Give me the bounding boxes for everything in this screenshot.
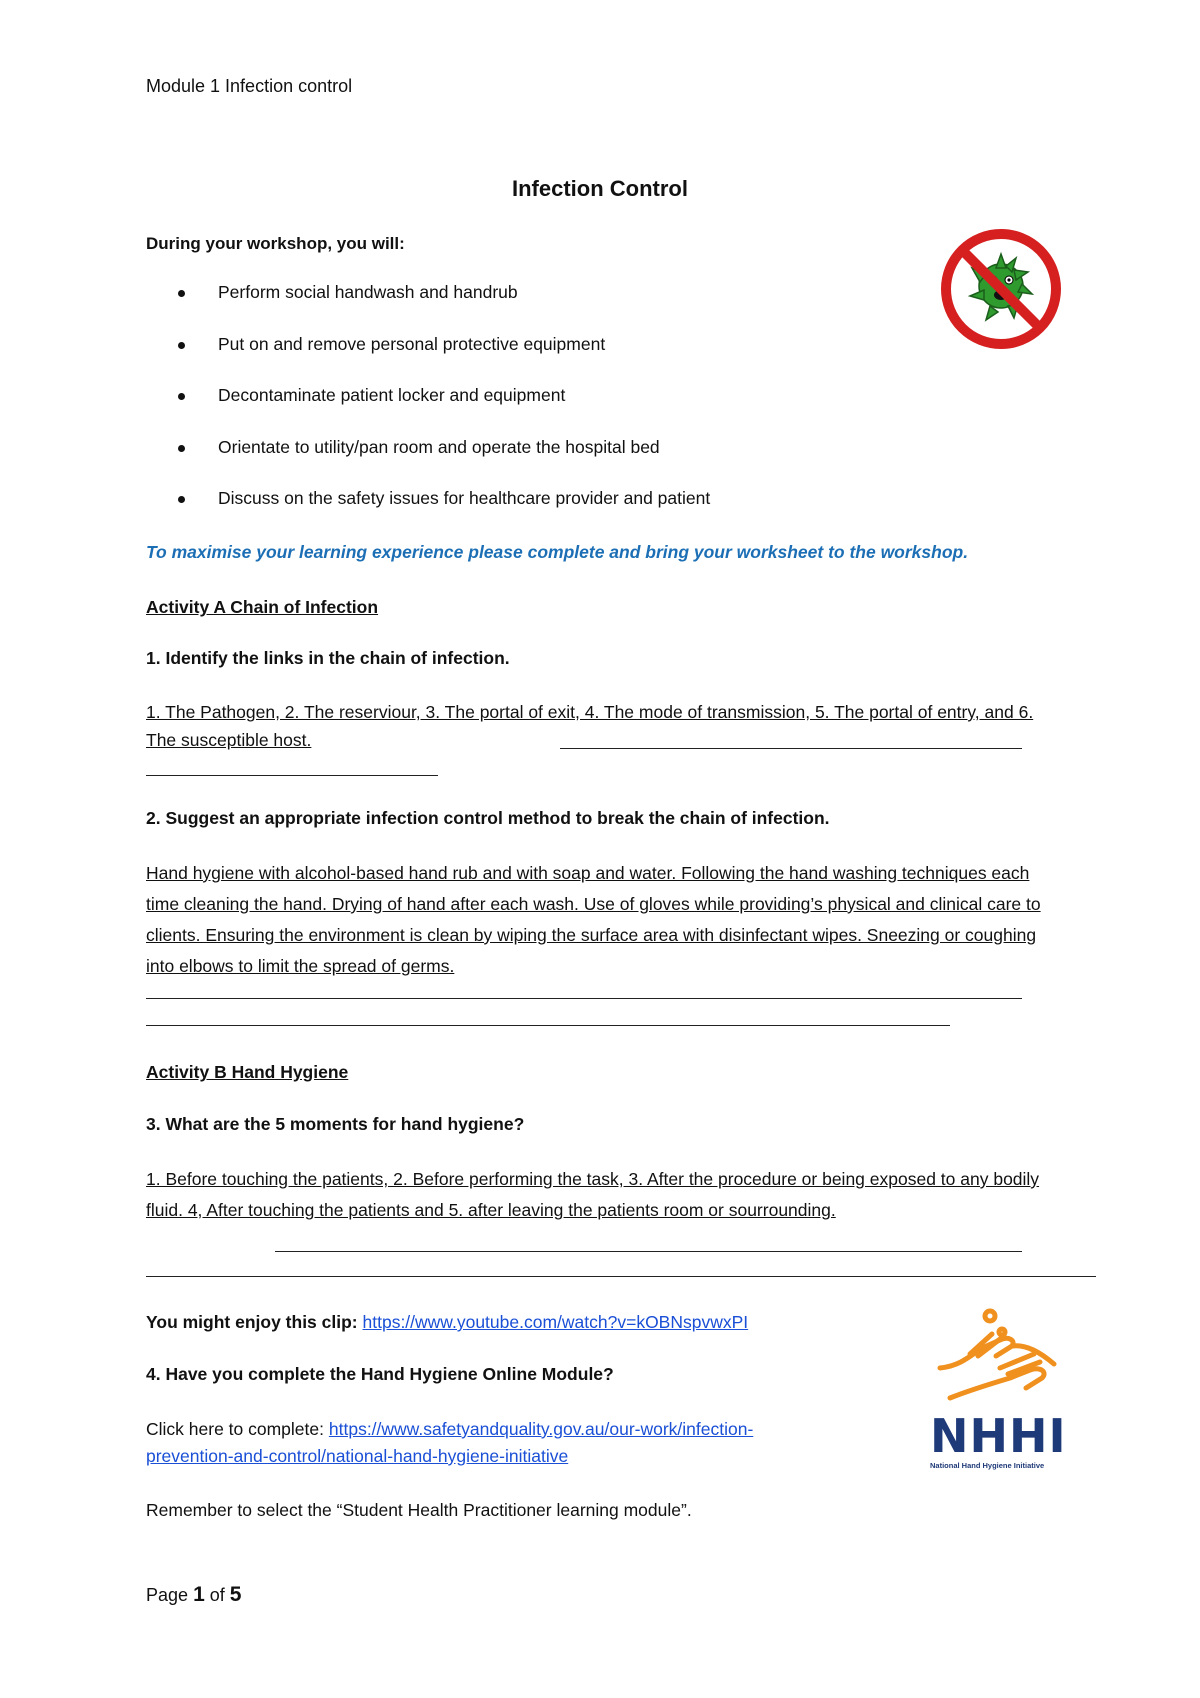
clip-line [146, 1312, 748, 1333]
question-4: 4. Have you complete the Hand Hygiene Online Module? [146, 1364, 614, 1384]
nhhi-wordmark: NHHI [930, 1409, 1067, 1463]
reminder-text: Remember to select the “Student Health Practitioner learning module”. [146, 1500, 692, 1520]
answer-2-text: Hand hygiene with alcohol-based hand rub and with soap and water. Following the hand washing techniques each time cleaning the hand. Drying of hand after each wash. Use of gloves while providing’s physical and clinical care to clients. Ensuring the environment is clean by wiping the surface area with disinfectant wipes. Sneezing or coughing into elbows to limit the spread of germs. [146, 863, 1041, 976]
answer-rule [146, 998, 1022, 999]
answer-1 [146, 698, 1056, 754]
list-item: Put on and remove personal protective equipment [178, 334, 710, 386]
hands-icon [930, 1306, 1070, 1406]
complete-label: Click here to complete: [146, 1419, 324, 1439]
answer-rule [146, 775, 438, 776]
clip-link[interactable]: https://www.youtube.com/watch?v=kOBNspvwxPI [362, 1312, 749, 1332]
question-3: 3. What are the 5 moments for hand hygiene? [146, 1114, 525, 1134]
question-1: 1. Identify the links in the chain of infection. [146, 648, 510, 668]
page-number [146, 1583, 241, 1607]
complete-link-part-2[interactable]: prevention-and-control/national-hand-hygiene-initiative [146, 1446, 569, 1466]
list-item: Decontaminate patient locker and equipment [178, 385, 710, 437]
page-current: 1 [193, 1583, 205, 1606]
clip-label: You might enjoy this clip: [146, 1312, 358, 1332]
section-divider [146, 1276, 1096, 1277]
nhhi-tagline: National Hand Hygiene Initiative [930, 1461, 1045, 1470]
answer-1-text: 1. The Pathogen, 2. The reserviour, 3. The portal of exit, 4. The mode of transmission, 5. The portal of entry, and 6. The susceptible host. [146, 702, 1034, 750]
answer-3-text: 1. Before touching the patients, 2. Before performing the task, 3. After the procedure or being exposed to any bodily fluid. 4, After touching the patients and 5. after leaving the patients room or sourrounding. [146, 1169, 1040, 1220]
no-germs-icon [940, 228, 1062, 350]
page-title: Infection Control [512, 176, 688, 201]
call-to-action: To maximise your learning experience please complete and bring your worksheet to the workshop. [146, 542, 969, 562]
answer-rule [275, 1251, 1022, 1252]
complete-line [146, 1416, 753, 1470]
objectives-list [178, 282, 710, 540]
of-label: of [209, 1585, 225, 1605]
complete-link-part-1[interactable]: https://www.safetyandquality.gov.au/our-work/infection- [328, 1419, 754, 1439]
page-label: Page [146, 1585, 189, 1605]
nhhi-logo [930, 1306, 1070, 1470]
answer-rule [146, 1025, 950, 1026]
answer-2 [146, 858, 1046, 982]
activity-b-heading: Activity B Hand Hygiene [146, 1062, 349, 1082]
list-item: Discuss on the safety issues for healthcare provider and patient [178, 488, 710, 540]
list-item: Perform social handwash and handrub [178, 282, 710, 334]
page-total: 5 [229, 1583, 242, 1606]
question-2: 2. Suggest an appropriate infection control method to break the chain of infection. [146, 808, 830, 828]
list-item: Orientate to utility/pan room and operate the hospital bed [178, 437, 710, 489]
activity-a-heading: Activity A Chain of Infection [146, 597, 379, 617]
intro-heading: During your workshop, you will: [146, 234, 405, 253]
answer-3 [146, 1164, 1046, 1226]
running-header: Module 1 Infection control [146, 76, 353, 96]
answer-rule [560, 748, 1022, 749]
